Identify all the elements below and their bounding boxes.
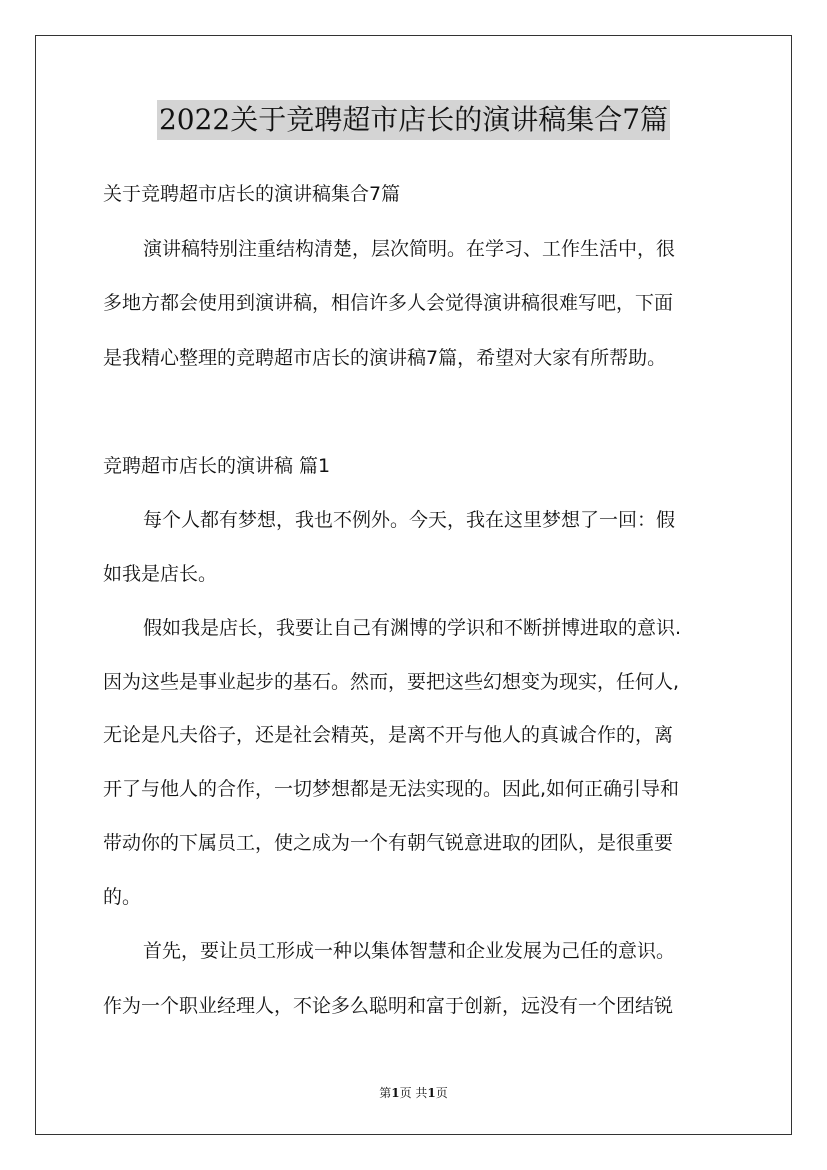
intro-line: 演讲稿特别注重结构清楚，层次简明。在学习、工作生活中，很 [143,238,676,260]
footer-label-pre: 第 [379,1086,392,1100]
body-line: 的。 [103,886,142,908]
body-line: 作为一个职业经理人，不论多么聪明和富于创新，远没有一个团结锐 [103,995,674,1017]
body-line: 如我是店长。 [103,563,218,585]
page-footer [0,1084,827,1101]
footer-label-mid: 页 共 [399,1086,428,1100]
body-line: 带动你的下属员工，使之成为一个有朝气锐意进取的团队，是很重要 [103,832,674,854]
document-title: 2022关于竞聘超市店长的演讲稿集合7篇 [157,100,670,140]
body-line: 因为这些是事业起步的基石。然而，要把这些幻想变为现实，任何人, [103,671,680,693]
body-line: 无论是凡夫俗子，还是社会精英，是离不开与他人的真诚合作的，离 [103,724,674,746]
document-title-wrap [0,100,827,140]
footer-page-total: 1 [427,1086,436,1100]
body-line: 假如我是店长，我要让自己有渊博的学识和不断拼博进取的意识. [143,617,682,639]
footer-page-number: 1 [391,1086,400,1100]
section-heading: 竞聘超市店长的演讲稿 篇1 [103,455,331,477]
intro-line: 多地方都会使用到演讲稿，相信许多人会觉得演讲稿很难写吧，下面 [103,292,674,314]
body-line: 开了与他人的合作，一切梦想都是无法实现的。因此,如何正确引导和 [103,778,680,800]
document-subtitle: 关于竞聘超市店长的演讲稿集合7篇 [103,183,401,205]
footer-label-post: 页 [435,1086,448,1100]
body-line: 首先，要让员工形成一种以集体智慧和企业发展为己任的意识。 [143,940,676,962]
intro-line: 是我精心整理的竞聘超市店长的演讲稿7篇，希望对大家有所帮助。 [103,347,667,369]
body-line: 每个人都有梦想，我也不例外。今天，我在这里梦想了一回：假 [143,509,676,531]
